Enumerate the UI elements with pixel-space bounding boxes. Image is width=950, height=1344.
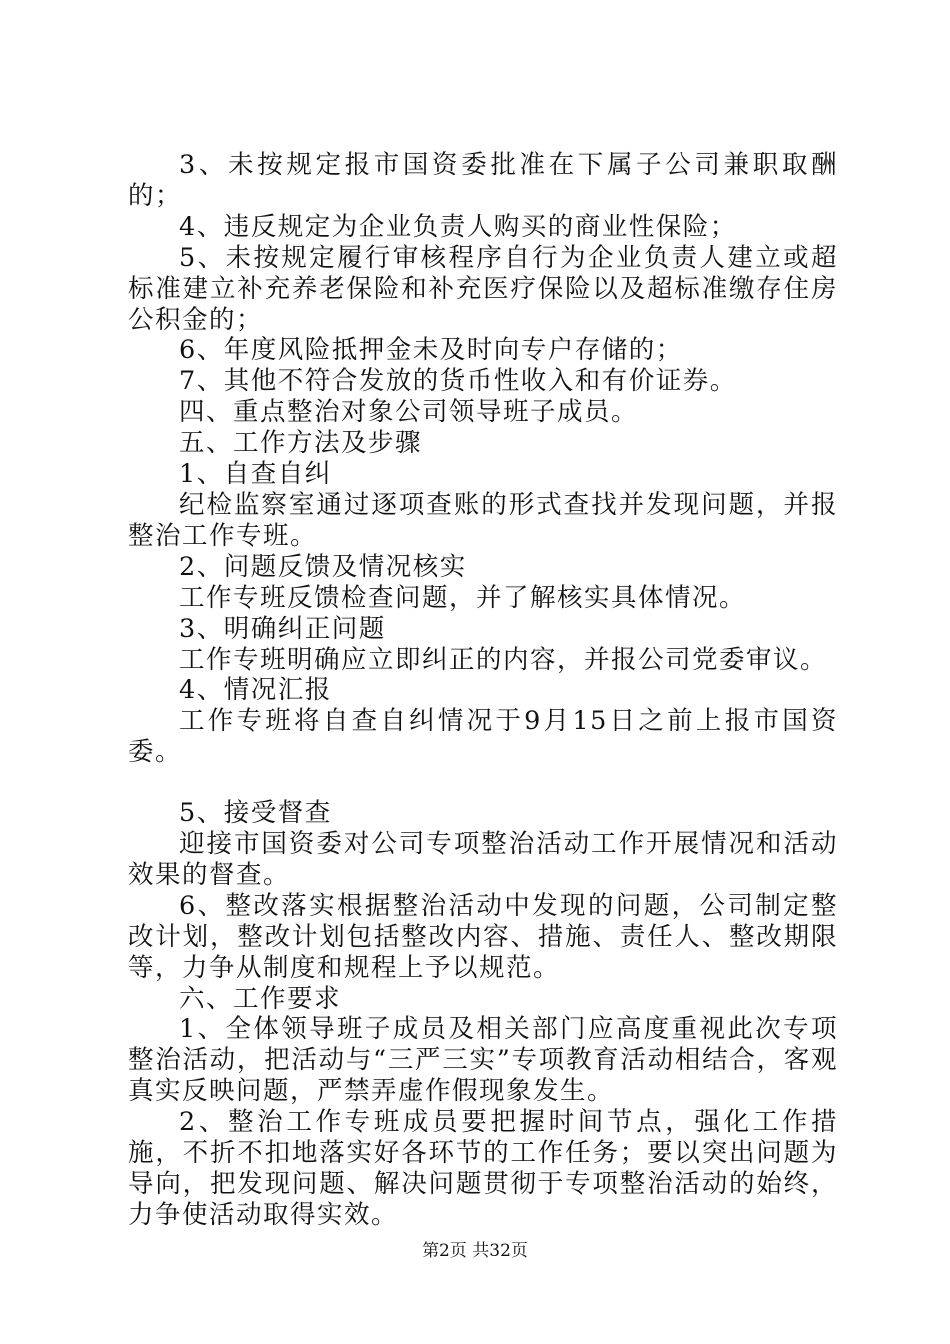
- section-heading: 六、工作要求: [179, 983, 342, 1014]
- paragraph: 工作专班将自查自纠情况于9月15日之前上报市国资委。: [128, 706, 838, 768]
- paragraph: 4、违反规定为企业负责人购买的商业性保险；: [179, 211, 737, 242]
- paragraph: 6、整改落实根据整治活动中发现的问题，公司制定整改计划，整改计划包括整改内容、措施、责任人、整改期限等，力争从制度和规程上予以规范。: [128, 890, 838, 983]
- paragraph: 5、未按规定履行审核程序自行为企业负责人建立或超标准建立补充养老保险和补充医疗保险以及超标准缴存住房公积金的；: [128, 242, 838, 335]
- section-heading: 五、工作方法及步骤: [179, 428, 423, 459]
- step-heading: 3、明确纠正问题: [179, 613, 386, 644]
- paragraph: 1、全体领导班子成员及相关部门应高度重视此次专项整治活动，把活动与“三严三实”专项教育活动相结合，客观真实反映问题，严禁弄虚作假现象发生。: [128, 1014, 838, 1107]
- step-heading: 5、接受督查: [179, 798, 332, 829]
- paragraph: 纪检监察室通过逐项查账的形式查找并发现问题，并报整治工作专班。: [128, 489, 838, 551]
- paragraph: 3、未按规定报市国资委批准在下属子公司兼职取酬的；: [128, 150, 838, 211]
- step-heading: 2、问题反馈及情况核实: [179, 551, 467, 582]
- paragraph: 工作专班反馈检查问题，并了解核实具体情况。: [179, 582, 747, 613]
- paragraph: 工作专班明确应立即纠正的内容，并报公司党委审议。: [179, 644, 828, 675]
- paragraph: 6、年度风险抵押金未及时向专户存储的；: [179, 335, 683, 366]
- step-heading: 1、自查自纠: [179, 459, 332, 490]
- page-number-footer: 第2页 共32页: [422, 1241, 528, 1261]
- document-body: [128, 150, 838, 1231]
- paragraph: 迎接市国资委对公司专项整治活动工作开展情况和活动效果的督查。: [128, 829, 838, 890]
- step-heading: 4、情况汇报: [179, 675, 332, 706]
- paragraph: 7、其他不符合发放的货币性收入和有价证券。: [179, 366, 737, 397]
- section-heading: 四、重点整治对象公司领导班子成员。: [179, 397, 639, 428]
- paragraph: 2、整治工作专班成员要把握时间节点，强化工作措施，不折不扣地落实好各环节的工作任务；要以突出问题为导向，把发现问题、解决问题贯彻于专项整治活动的始终，力争使活动取得实效。: [128, 1107, 838, 1230]
